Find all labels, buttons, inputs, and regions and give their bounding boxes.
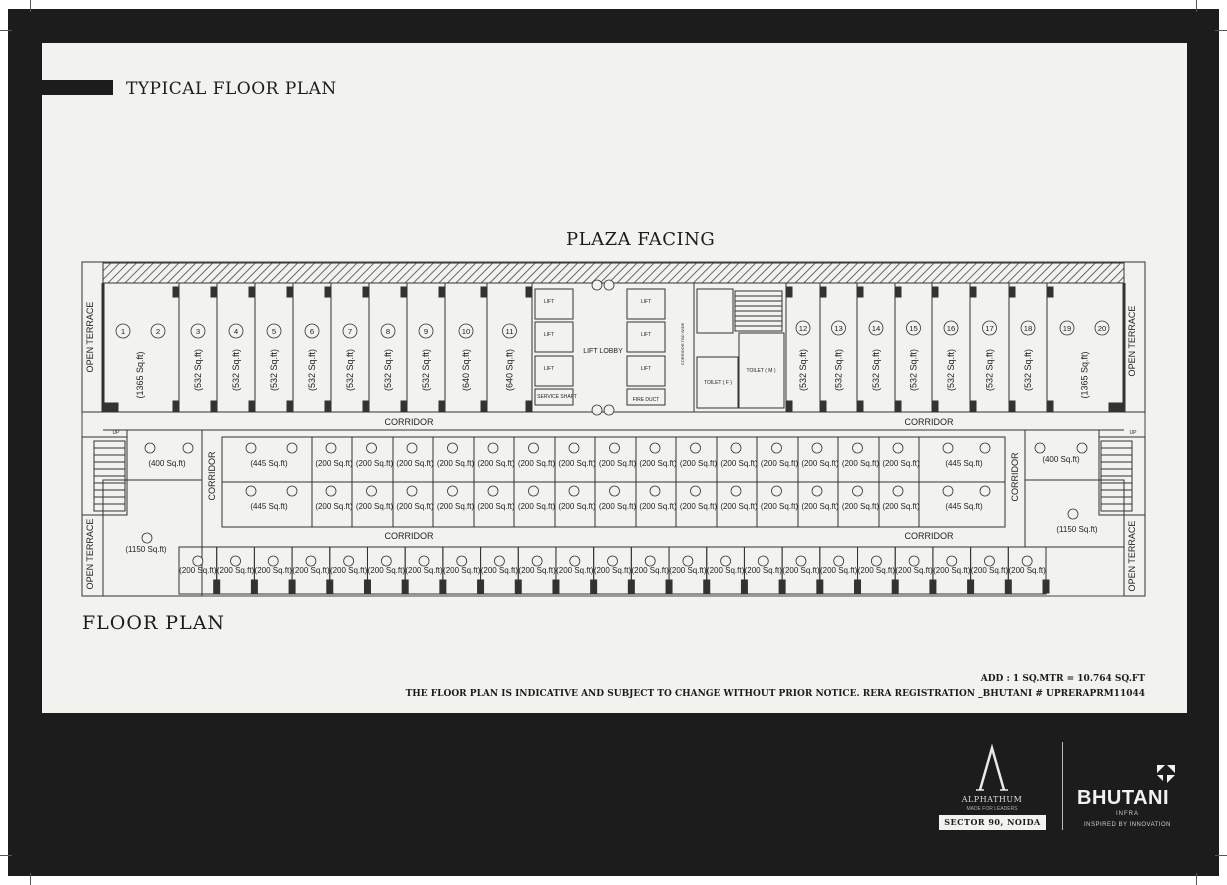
unit-area: (400 Sq.ft) <box>1042 455 1080 464</box>
unit-number-marker <box>893 486 903 496</box>
unit-number-marker <box>183 443 193 453</box>
unit-area: (200 Sq.ft) <box>882 459 920 468</box>
unit-number-marker <box>287 486 297 496</box>
stair-step <box>1101 483 1132 490</box>
fire-duct-label: FIRE DUCT <box>632 397 660 403</box>
open-terrace-label: OPEN TERRACE <box>1127 520 1137 592</box>
unit-area: (532 Sq.ft) <box>345 348 355 392</box>
unit-number: 11 <box>505 327 514 337</box>
column-pillar <box>786 401 792 411</box>
unit-area: (532 Sq.ft) <box>908 348 919 392</box>
unit-number-marker <box>344 556 354 566</box>
unit-number-marker <box>610 443 620 453</box>
door-swing-marker <box>604 405 614 415</box>
unit-number-marker <box>650 486 660 496</box>
column-pillar <box>211 287 217 297</box>
unit-area: (200 Sq.ft) <box>841 459 880 468</box>
conversion-note: ADD : 1 SQ.MTR = 10.764 SQ.FT <box>980 674 1145 684</box>
unit-number: 9 <box>423 327 429 337</box>
stair-step <box>94 441 125 448</box>
column-pillar <box>526 401 532 411</box>
column-pillar <box>173 287 179 297</box>
corridor-label: CORRIDOR <box>1010 452 1020 502</box>
disclaimer-note: THE FLOOR PLAN IS INDICATIVE AND SUBJECT TO CHANGE WITHOUT PRIOR NOTICE. RERA REGISTRATION _BHUTANI # UPRERAPRM11044 <box>405 689 1145 699</box>
unit-number-marker <box>569 443 579 453</box>
unit-number: 16 <box>946 324 956 334</box>
project-name: ALPHATHUM <box>961 795 1023 804</box>
unit-number: 14 <box>871 324 881 334</box>
unit-area: (200 Sq.ft) <box>841 502 880 511</box>
column-pillar <box>103 403 118 411</box>
stair-step <box>735 326 782 331</box>
unit-number-marker <box>407 486 417 496</box>
column-pillar <box>932 287 938 297</box>
column-pillar <box>820 401 826 411</box>
unit-number-marker <box>367 443 377 453</box>
stair-step <box>1101 462 1132 469</box>
unit-area: (1150 Sq.ft) <box>125 545 167 554</box>
unit-number: 2 <box>155 327 161 337</box>
unit-area: (200 Sq.ft) <box>801 459 839 468</box>
column-pillar <box>173 401 179 411</box>
column-pillar <box>970 287 976 297</box>
unit-area: (445 Sq.ft) <box>250 502 288 511</box>
unit-number: 15 <box>909 324 918 334</box>
unit-area: (200 Sq.ft) <box>857 566 896 575</box>
unit-area: (532 Sq.ft) <box>307 348 317 392</box>
unit-number-marker <box>731 443 741 453</box>
lift-label: LIFT <box>640 299 652 305</box>
unit-number-marker <box>268 556 278 566</box>
column-pillar <box>401 287 407 297</box>
unit-area: (200 Sq.ft) <box>477 502 515 511</box>
page-title: TYPICAL FLOOR PLAN <box>126 79 337 99</box>
project-tagline: MADE FOR LEADERS <box>966 806 1018 812</box>
shop-unit <box>331 283 369 412</box>
unit-number-marker <box>772 443 782 453</box>
unit-area: (532 Sq.ft) <box>1023 348 1033 392</box>
stair-step <box>94 504 125 511</box>
unit-number-marker <box>645 556 655 566</box>
stair-step <box>94 490 125 497</box>
unit-area: (200 Sq.ft) <box>639 459 677 468</box>
stair-step <box>1101 490 1132 497</box>
shop-unit <box>820 283 857 412</box>
stair-step <box>735 321 782 326</box>
unit-area: (200 Sq.ft) <box>970 566 1009 575</box>
unit-number-marker <box>731 486 741 496</box>
door-swing-marker <box>592 405 602 415</box>
unit-area: (200 Sq.ft) <box>355 459 394 468</box>
column-pillar <box>970 401 976 411</box>
lift-label: LIFT <box>543 366 555 372</box>
unit-area: (200 Sq.ft) <box>669 566 707 575</box>
unit-number-marker <box>287 443 297 453</box>
corridor-label: CORRIDOR <box>384 417 434 427</box>
unit-number: 20 <box>1097 324 1107 334</box>
toilet-label: TOILET ( M ) <box>746 368 776 374</box>
unit-number-marker <box>812 443 822 453</box>
column-pillar <box>857 287 863 297</box>
lift-label: LIFT <box>640 366 652 372</box>
unit-number-marker <box>980 443 990 453</box>
shop-unit <box>1009 283 1047 412</box>
location-badge: SECTOR 90, NOIDA <box>939 815 1046 830</box>
unit-number-marker <box>494 556 504 566</box>
unit-number-marker <box>231 556 241 566</box>
unit-area: (200 Sq.ft) <box>517 502 556 511</box>
corridor-label: CORRIDOR <box>904 417 954 427</box>
unit-area: (200 Sq.ft) <box>782 566 820 575</box>
developer-tagline: INSPIRED BY INNOVATION <box>1083 822 1171 828</box>
column-pillar <box>363 287 369 297</box>
unit-area: (200 Sq.ft) <box>679 502 718 511</box>
column-pillar <box>287 287 293 297</box>
unit-number-marker <box>1022 556 1032 566</box>
unit-number: 17 <box>985 324 994 334</box>
stair-step <box>1101 497 1132 504</box>
unit-number-marker <box>569 486 579 496</box>
stair-step <box>94 483 125 490</box>
unit-area: (200 Sq.ft) <box>329 566 368 575</box>
stair-block <box>697 289 733 333</box>
column-pillar <box>249 287 255 297</box>
column-pillar <box>481 287 487 297</box>
unit-area: (200 Sq.ft) <box>895 566 933 575</box>
unit-number-marker <box>570 556 580 566</box>
column-pillar <box>287 401 293 411</box>
unit-area: (400 Sq.ft) <box>148 459 186 468</box>
corridor-label: CORRIDOR <box>207 451 217 501</box>
stair-up-label: UP <box>112 430 120 436</box>
unit-number-marker <box>145 443 155 453</box>
stair-step <box>735 306 782 311</box>
unit-area: (200 Sq.ft) <box>480 566 519 575</box>
unit-area: (200 Sq.ft) <box>598 502 637 511</box>
unit-number: 18 <box>1023 324 1033 334</box>
unit-number-marker <box>691 486 701 496</box>
unit-number-marker <box>448 443 458 453</box>
column-pillar <box>895 401 901 411</box>
stair-step <box>94 497 125 504</box>
unit-area: (200 Sq.ft) <box>443 566 481 575</box>
open-terrace-label: OPEN TERRACE <box>1127 305 1137 377</box>
unit-number-marker <box>683 556 693 566</box>
stair-step <box>1101 504 1132 511</box>
stair-step <box>94 455 125 462</box>
unit-area: (200 Sq.ft) <box>639 502 677 511</box>
unit-number-marker <box>691 443 701 453</box>
stair-up-label: UP <box>1129 430 1137 436</box>
bhutani-logo-icon <box>1155 763 1177 785</box>
shop-unit <box>369 283 407 412</box>
plaza-facing-label: PLAZA FACING <box>566 229 716 250</box>
column-pillar <box>439 287 445 297</box>
shop-unit <box>179 283 217 412</box>
stair-step <box>1101 455 1132 462</box>
stair-step <box>94 469 125 476</box>
unit-area: (200 Sq.ft) <box>517 459 556 468</box>
unit-area: (532 Sq.ft) <box>269 348 279 392</box>
unit-area: (200 Sq.ft) <box>315 502 353 511</box>
developer-name: BHUTANI <box>1077 787 1170 809</box>
unit-number-marker <box>532 556 542 566</box>
unit-number-marker <box>367 486 377 496</box>
stair-step <box>735 316 782 321</box>
unit-number-marker <box>947 556 957 566</box>
unit-area: (532 Sq.ft) <box>946 348 956 392</box>
unit-number-marker <box>608 556 618 566</box>
shop-unit <box>255 283 293 412</box>
unit-area: (200 Sq.ft) <box>720 459 758 468</box>
unit-area: (200 Sq.ft) <box>819 566 858 575</box>
unit-number-marker <box>650 443 660 453</box>
unit-number-marker <box>326 486 336 496</box>
unit-area: (200 Sq.ft) <box>405 566 443 575</box>
unit-number-marker <box>772 486 782 496</box>
unit-number-marker <box>419 556 429 566</box>
unit-number: 1 <box>120 327 126 337</box>
unit-number: 5 <box>271 327 277 337</box>
shop-unit <box>487 283 532 412</box>
lift-label: LIFT <box>640 332 652 338</box>
unit-number-marker <box>871 556 881 566</box>
unit-area: (1150 Sq.ft) <box>1056 525 1098 534</box>
unit-area: (200 Sq.ft) <box>933 566 971 575</box>
shop-unit <box>293 283 331 412</box>
unit-number-marker <box>142 533 152 543</box>
shop-unit <box>445 283 487 412</box>
unit-number-marker <box>610 486 620 496</box>
unit-area: (200 Sq.ft) <box>744 566 782 575</box>
column-pillar <box>481 401 487 411</box>
unit-area: (200 Sq.ft) <box>436 459 475 468</box>
stair-step <box>735 301 782 306</box>
lift-label: LIFT <box>543 332 555 338</box>
unit-number-marker <box>529 486 539 496</box>
unit-area: (640 Sq.ft) <box>461 348 471 392</box>
unit-number-marker <box>909 556 919 566</box>
column-pillar <box>363 401 369 411</box>
stair-step <box>1101 448 1132 455</box>
open-terrace-label: OPEN TERRACE <box>85 301 95 373</box>
toilet-label: TOILET ( F ) <box>704 380 732 386</box>
unit-area: (532 Sq.ft) <box>833 348 844 392</box>
unit-area: (532 Sq.ft) <box>231 348 241 392</box>
unit-area: (200 Sq.ft) <box>396 502 434 511</box>
unit-area: (640 Sq.ft) <box>504 348 515 392</box>
unit-number-marker <box>721 556 731 566</box>
corridor-vertical-label: CORRIDOR TBD WIDE <box>680 322 685 366</box>
floor-plan-label: FLOOR PLAN <box>82 612 226 634</box>
unit-number: 19 <box>1062 324 1072 334</box>
unit-number-marker <box>381 556 391 566</box>
unit-area: (200 Sq.ft) <box>593 566 632 575</box>
unit-area: (200 Sq.ft) <box>760 459 799 468</box>
shop-unit <box>786 283 820 412</box>
column-pillar <box>1109 403 1124 411</box>
unit-area: (200 Sq.ft) <box>556 566 594 575</box>
unit-number: 6 <box>309 327 315 337</box>
stair-step <box>735 311 782 316</box>
column-pillar <box>786 287 792 297</box>
unit-area: (200 Sq.ft) <box>679 459 718 468</box>
column-pillar <box>211 401 217 411</box>
unit-area: (532 Sq.ft) <box>421 348 431 392</box>
unit-number-marker <box>853 486 863 496</box>
unit-area: (532 Sq.ft) <box>383 348 393 392</box>
shop-unit <box>857 283 895 412</box>
shop-unit <box>407 283 445 412</box>
column-pillar <box>325 287 331 297</box>
stair-step <box>1101 441 1132 448</box>
shop-unit <box>932 283 970 412</box>
column-pillar <box>857 401 863 411</box>
unit-area: (532 Sq.ft) <box>984 348 995 392</box>
unit-area: (200 Sq.ft) <box>558 459 596 468</box>
door-swing-marker <box>592 280 602 290</box>
unit-area: (532 Sq.ft) <box>871 348 881 392</box>
column-pillar <box>820 287 826 297</box>
unit-number-marker <box>853 443 863 453</box>
unit-number-marker <box>488 486 498 496</box>
unit-area: (200 Sq.ft) <box>315 459 353 468</box>
column-pillar <box>325 401 331 411</box>
unit-number-marker <box>246 443 256 453</box>
unit-number-marker <box>834 556 844 566</box>
unit-area: (200 Sq.ft) <box>179 566 217 575</box>
corridor-label: CORRIDOR <box>384 531 434 541</box>
service-shaft-label: SERVICE SHAFT <box>537 394 577 400</box>
door-swing-marker <box>604 280 614 290</box>
unit-area: (200 Sq.ft) <box>367 566 406 575</box>
column-pillar <box>932 401 938 411</box>
unit-number-marker <box>306 556 316 566</box>
unit-number-marker <box>943 486 953 496</box>
stair-step <box>735 296 782 301</box>
unit-number-marker <box>457 556 467 566</box>
lift-lobby-label: LIFT LOBBY <box>583 348 623 355</box>
unit-number-marker <box>326 443 336 453</box>
unit-number: 8 <box>385 327 391 337</box>
unit-area: (200 Sq.ft) <box>706 566 745 575</box>
unit-number-marker <box>1068 509 1078 519</box>
unit-number-marker <box>529 443 539 453</box>
unit-number: 12 <box>798 324 808 334</box>
unit-number-marker <box>943 443 953 453</box>
unit-number-marker <box>758 556 768 566</box>
unit-number-marker <box>407 443 417 453</box>
unit-number: 4 <box>233 327 239 337</box>
stair-step <box>1101 469 1132 476</box>
lift-label: LIFT <box>543 299 555 305</box>
unit-area: (200 Sq.ft) <box>558 502 596 511</box>
unit-number-marker <box>980 486 990 496</box>
column-pillar <box>439 401 445 411</box>
unit-number: 7 <box>347 327 353 337</box>
unit-area: (445 Sq.ft) <box>250 459 288 468</box>
column-pillar <box>1009 401 1015 411</box>
unit-area: (445 Sq.ft) <box>945 459 983 468</box>
unit-number-marker <box>488 443 498 453</box>
unit-area: (200 Sq.ft) <box>292 566 330 575</box>
unit-area: (532 Sq.ft) <box>193 348 203 392</box>
column-pillar <box>1047 287 1053 297</box>
column-pillar <box>1047 401 1053 411</box>
column-pillar <box>1009 287 1015 297</box>
unit-area: (532 Sq.ft) <box>798 348 808 392</box>
column-pillar <box>249 401 255 411</box>
unit-number: 10 <box>461 327 471 337</box>
corridor-label: CORRIDOR <box>904 531 954 541</box>
shop-unit <box>970 283 1009 412</box>
unit-number-marker <box>448 486 458 496</box>
column-pillar <box>401 401 407 411</box>
unit-number: 3 <box>195 327 201 337</box>
stair-step <box>94 462 125 469</box>
unit-area: (200 Sq.ft) <box>254 566 292 575</box>
unit-area: (200 Sq.ft) <box>631 566 669 575</box>
unit-number-marker <box>1035 443 1045 453</box>
unit-area: (200 Sq.ft) <box>518 566 556 575</box>
developer-subname: INFRA <box>1116 811 1139 817</box>
unit-area: (200 Sq.ft) <box>598 459 637 468</box>
unit-area: (200 Sq.ft) <box>720 502 758 511</box>
unit-number-marker <box>193 556 203 566</box>
unit-area: (1365 Sq.ft) <box>1079 351 1090 399</box>
unit-number-marker <box>1077 443 1087 453</box>
unit-number-marker <box>246 486 256 496</box>
logo-divider <box>1062 742 1063 830</box>
shop-unit <box>217 283 255 412</box>
column-pillar <box>1043 580 1049 593</box>
unit-area: (200 Sq.ft) <box>1008 566 1046 575</box>
unit-area: (200 Sq.ft) <box>436 502 475 511</box>
unit-area: (200 Sq.ft) <box>801 502 839 511</box>
open-terrace-label: OPEN TERRACE <box>85 518 95 590</box>
unit-area: (200 Sq.ft) <box>882 502 920 511</box>
unit-area: (200 Sq.ft) <box>216 566 255 575</box>
unit-area: (200 Sq.ft) <box>760 502 799 511</box>
column-pillar <box>895 287 901 297</box>
unit-area: (200 Sq.ft) <box>355 502 394 511</box>
unit-number-marker <box>812 486 822 496</box>
unit-area: (1365 Sq.ft) <box>135 351 145 399</box>
stair-step <box>94 448 125 455</box>
unit-number: 13 <box>834 324 843 334</box>
unit-area: (445 Sq.ft) <box>945 502 983 511</box>
unit-number-marker <box>893 443 903 453</box>
unit-area: (200 Sq.ft) <box>396 459 434 468</box>
unit-number-marker <box>796 556 806 566</box>
unit-number-marker <box>984 556 994 566</box>
shop-unit <box>895 283 932 412</box>
column-pillar <box>526 287 532 297</box>
stair-step <box>735 291 782 296</box>
unit-area: (200 Sq.ft) <box>477 459 515 468</box>
